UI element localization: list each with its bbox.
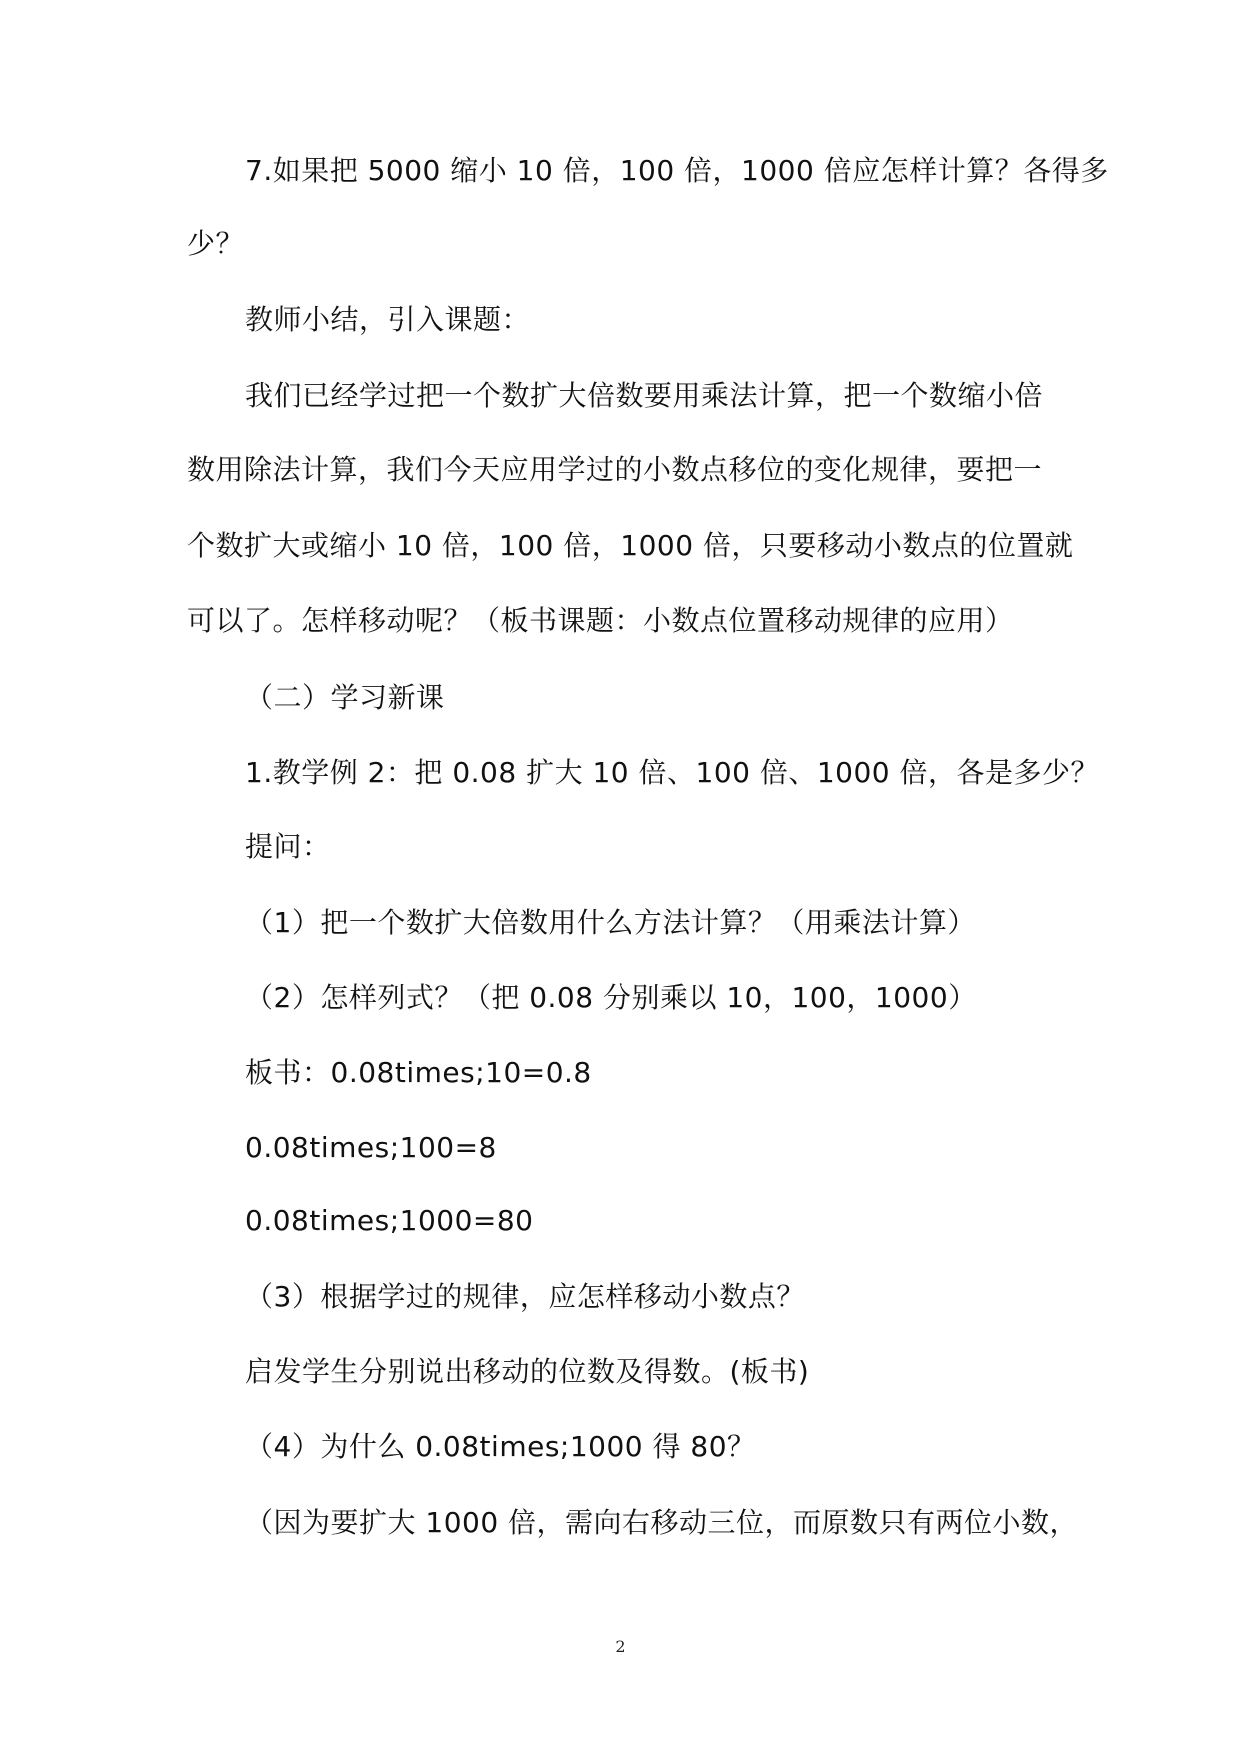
- section-heading: （二）学习新课: [245, 681, 445, 714]
- text-line: 启发学生分别说出移动的位数及得数。(板书): [245, 1355, 810, 1388]
- text-line: 7.如果把 5000 缩小 10 倍，100 倍，1000 倍应怎样计算？各得多: [245, 154, 1109, 187]
- page-number: 2: [615, 1637, 626, 1656]
- text-line: 数用除法计算，我们今天应用学过的小数点移位的变化规律，要把一: [187, 453, 1043, 486]
- text-line: （2）怎样列式？（把 0.08 分别乘以 10，100，1000）: [245, 981, 977, 1014]
- text-line: （4）为什么 0.08times;1000 得 80？: [245, 1430, 756, 1463]
- text-line: 提问：: [245, 830, 331, 863]
- text-line: 少？: [187, 227, 245, 260]
- text-line: 0.08times;1000=80: [245, 1204, 534, 1237]
- text-line: 1.教学例 2：把 0.08 扩大 10 倍、100 倍、1000 倍，各是多少？: [245, 756, 1100, 789]
- text-line: 可以了。怎样移动呢？（板书课题：小数点位置移动规律的应用）: [187, 604, 1014, 637]
- text-line: （3）根据学过的规律，应怎样移动小数点？: [245, 1280, 805, 1313]
- text-line: 教师小结，引入课题：: [245, 303, 531, 336]
- text-line: 板书：0.08times;10=0.8: [245, 1056, 592, 1089]
- text-line: （因为要扩大 1000 倍，需向右移动三位，而原数只有两位小数，: [245, 1506, 1079, 1539]
- text-line: 个数扩大或缩小 10 倍，100 倍，1000 倍，只要移动小数点的位置就: [187, 529, 1074, 562]
- text-line: 0.08times;100=8: [245, 1131, 497, 1164]
- text-line: 我们已经学过把一个数扩大倍数要用乘法计算，把一个数缩小倍: [245, 379, 1044, 412]
- text-line: （1）把一个数扩大倍数用什么方法计算？（用乘法计算）: [245, 906, 976, 939]
